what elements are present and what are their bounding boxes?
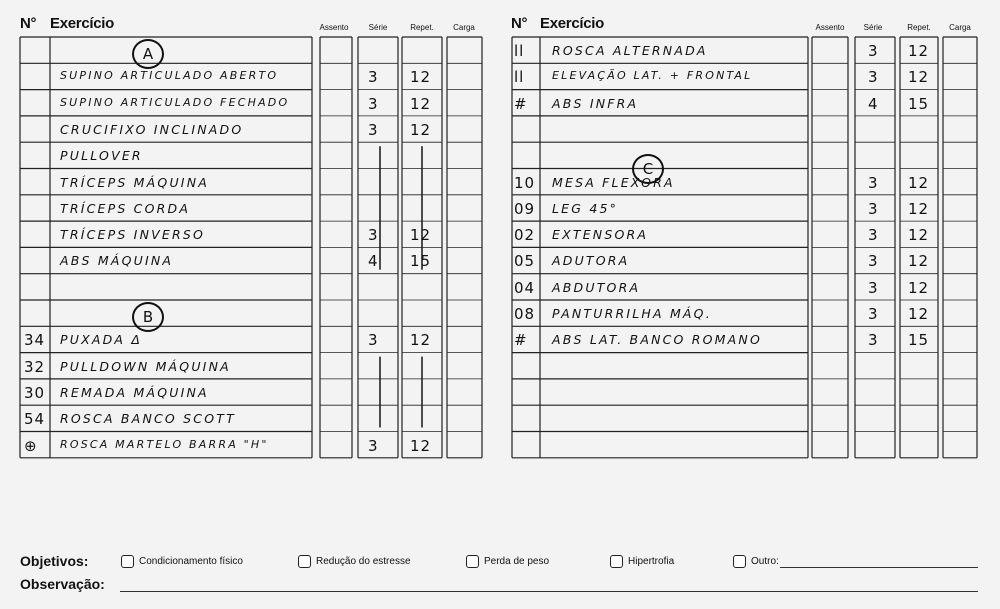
right-row-number: # (514, 94, 528, 113)
left-row-reps: 12 (410, 436, 432, 455)
left-row-exercise: REMADA MÁQUINA (60, 384, 209, 400)
left-header-num: N° (20, 15, 37, 32)
observation-label: Observação: (20, 576, 105, 592)
left-header-reps: Repet. (410, 23, 434, 32)
left-header-sets: Série (368, 23, 388, 32)
right-row-number: 04 (514, 278, 536, 297)
left-row-sets: 4 (368, 252, 379, 271)
right-row-reps: 12 (908, 226, 930, 245)
right-row-sets: 3 (868, 199, 879, 218)
left-row-exercise: PUXADA Δ (60, 332, 143, 348)
observation-line[interactable] (120, 591, 978, 592)
left-header-load: Carga (453, 23, 475, 32)
option-label: Perda de peso (484, 556, 550, 567)
checkbox[interactable] (466, 555, 479, 568)
left-section-marker: A (132, 39, 164, 69)
right-row-sets: 3 (868, 226, 879, 245)
right-row-reps: 15 (908, 94, 930, 113)
right-row-reps: 12 (908, 305, 930, 323)
option-conditioning[interactable] (121, 555, 243, 568)
left-row-exercise: TRÍCEPS INVERSO (60, 227, 206, 243)
right-row-number: ll (514, 68, 525, 87)
right-row-number: 05 (514, 252, 536, 271)
option-other[interactable] (733, 555, 779, 568)
right-row-number: # (514, 331, 528, 350)
left-row-sets: 3 (368, 94, 379, 113)
left-section-marker: B (132, 302, 164, 332)
right-row-number: 09 (514, 199, 536, 218)
right-row-sets: 3 (868, 331, 879, 350)
right-row-reps: 12 (908, 68, 930, 87)
right-row-number: 10 (514, 173, 536, 192)
left-row-reps: 12 (410, 68, 432, 87)
left-row-exercise: PULLOVER (60, 148, 143, 164)
right-row-reps: 12 (908, 252, 930, 271)
right-row-sets: 3 (868, 42, 879, 60)
left-row-exercise: TRÍCEPS MÁQUINA (60, 174, 209, 190)
left-row-reps: 15 (410, 252, 432, 271)
left-row-exercise: SUPINO ARTICULADO ABERTO (60, 69, 279, 83)
option-label: Hipertrofia (628, 556, 675, 567)
option-label: Condicionamento físico (139, 556, 243, 567)
left-row-reps: 12 (410, 331, 432, 350)
right-row-reps: 12 (908, 278, 930, 297)
right-row-reps: 12 (908, 42, 930, 60)
right-row-exercise: ABS LAT. BANCO ROMANO (552, 332, 763, 348)
left-row-exercise: ROSCA MARTELO BARRA "H" (60, 437, 269, 451)
right-row-sets: 3 (868, 252, 879, 271)
right-row-number: ll (514, 42, 525, 60)
left-row-reps: 12 (410, 120, 432, 139)
right-row-exercise: LEG 45° (552, 200, 619, 216)
left-row-number: 30 (24, 383, 46, 402)
right-header-load: Carga (949, 23, 971, 32)
checkbox[interactable] (610, 555, 623, 568)
left-header-seat: Assento (319, 23, 349, 32)
left-row-exercise: TRÍCEPS CORDA (60, 200, 191, 216)
left-row-reps: 12 (410, 226, 432, 245)
right-row-sets: 3 (868, 173, 879, 192)
right-row-exercise: ABS INFRA (552, 95, 639, 111)
right-row-exercise: EXTENSORA (552, 227, 649, 243)
checkbox[interactable] (298, 555, 311, 568)
left-row-number: 34 (24, 331, 46, 350)
right-row-number: 08 (514, 305, 536, 323)
left-row-number: 32 (24, 357, 46, 376)
right-row-sets: 4 (868, 94, 879, 113)
left-row-sets: 3 (368, 120, 379, 139)
right-header-num: N° (511, 15, 528, 32)
right-header-seat: Assento (815, 23, 845, 32)
checkbox[interactable] (121, 555, 134, 568)
right-row-reps: 12 (908, 199, 930, 218)
right-row-exercise: ABDUTORA (552, 279, 641, 295)
right-row-sets: 3 (868, 278, 879, 297)
left-row-exercise: SUPINO ARTICULADO FECHADO (60, 95, 290, 109)
right-row-reps: 15 (908, 331, 930, 350)
right-header-sets: Série (863, 23, 883, 32)
left-row-exercise: CRUCIFIXO INCLINADO (60, 121, 244, 137)
left-row-sets: 3 (368, 436, 379, 455)
left-row-exercise: ABS MÁQUINA (60, 253, 174, 269)
right-row-number: 02 (514, 226, 536, 245)
left-header-exercise: Exercício (50, 15, 115, 32)
left-row-number: 54 (24, 410, 46, 429)
option-label: Outro: (751, 556, 779, 567)
left-row-exercise: PULLDOWN MÁQUINA (60, 358, 231, 374)
right-header-exercise: Exercício (540, 15, 605, 32)
checkbox[interactable] (733, 555, 746, 568)
option-label: Redução do estresse (316, 556, 411, 567)
right-row-reps: 12 (908, 173, 930, 192)
right-row-exercise: MESA FLEXORA (552, 174, 675, 190)
right-row-sets: 3 (868, 305, 879, 323)
right-row-exercise: ELEVAÇÃO LAT. + FRONTAL (552, 69, 753, 83)
left-row-reps: 12 (410, 94, 432, 113)
left-row-sets: 3 (368, 68, 379, 87)
left-row-exercise: ROSCA BANCO SCOTT (60, 411, 236, 427)
right-row-exercise: ROSCA ALTERNADA (552, 43, 708, 58)
option-hypertrophy[interactable] (610, 555, 674, 568)
right-section-marker: C (632, 154, 664, 184)
option-weight-loss[interactable] (466, 555, 549, 568)
other-line[interactable] (780, 567, 978, 568)
objectives-label: Objetivos: (20, 553, 89, 569)
option-stress-reduction[interactable] (298, 555, 411, 568)
right-row-exercise: PANTURRILHA MÁQ. (552, 306, 712, 321)
left-row-number: ⊕ (24, 436, 38, 455)
right-row-exercise: ADUTORA (552, 253, 630, 269)
left-row-sets: 3 (368, 226, 379, 245)
right-header-reps: Repet. (907, 23, 931, 32)
right-row-sets: 3 (868, 68, 879, 87)
left-row-sets: 3 (368, 331, 379, 350)
